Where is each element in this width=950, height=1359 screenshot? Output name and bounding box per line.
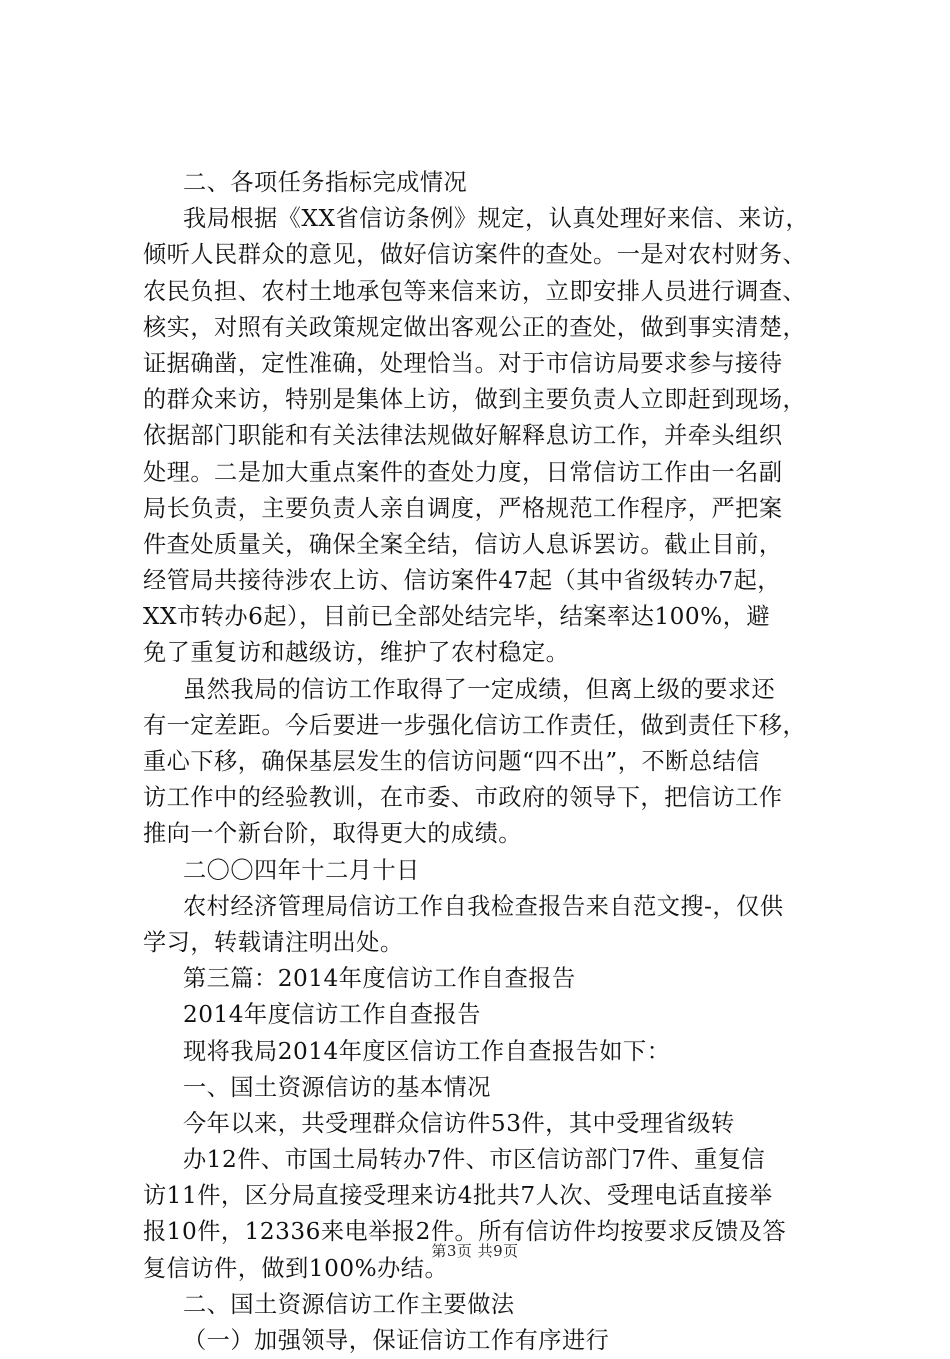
paragraph-line: 农民负担、农村土地承包等来信来访，立即安排人员进行调查、 xyxy=(143,277,807,305)
paragraph-line: 有一定差距。今后要进一步强化信访工作责任，做到责任下移， xyxy=(143,711,807,739)
paragraph-line: 现将我局2014年度区信访工作自查报告如下： xyxy=(183,1037,671,1065)
paragraph-line: 证据确凿，定性准确，处理恰当。对于市信访局要求参与接待 xyxy=(143,349,783,377)
paragraph-line: 我局根据《XX省信访条例》规定，认真处理好来信、来访， xyxy=(183,205,810,233)
paragraph-line: 推向一个新台阶，取得更大的成绩。 xyxy=(143,820,522,848)
paragraph-line: 报10件，12336来电举报2件。所有信访件均按要求反馈及答 xyxy=(143,1218,787,1246)
subsection-heading: （一）加强领导，保证信访工作有序进行 xyxy=(183,1327,610,1354)
paragraph-line: 重心下移，确保基层发生的信访问题“四不出”，不断总结信 xyxy=(143,748,760,775)
paragraph-line: 依据部门职能和有关法律法规做好解释息访工作，并牵头组织 xyxy=(143,422,783,450)
paragraph-line: 农村经济管理局信访工作自我检查报告来自范文搜-，仅供 xyxy=(183,892,784,920)
paragraph-line: 今年以来，共受理群众信访件53件，其中受理省级转 xyxy=(183,1109,735,1137)
paragraph-line: 核实，对照有关政策规定做出客观公正的查处，做到事实清楚， xyxy=(143,313,807,341)
date-line: 二〇〇四年十二月十日 xyxy=(183,856,420,884)
report-title: 2014年度信访工作自查报告 xyxy=(183,1001,481,1029)
paragraph-line: XX市转办6起），目前已全部处结完毕，结案率达100%，避 xyxy=(143,603,771,631)
section-heading: 二、国土资源信访工作主要做法 xyxy=(183,1290,515,1318)
paragraph-line: 复信访件，做到100%办结。 xyxy=(143,1254,449,1282)
section-heading: 一、国土资源信访的基本情况 xyxy=(183,1073,491,1101)
paragraph-line: 处理。二是加大重点案件的查处力度，日常信访工作由一名副 xyxy=(143,458,783,486)
chapter-heading: 第三篇：2014年度信访工作自查报告 xyxy=(183,965,576,993)
paragraph-line: 虽然我局的信访工作取得了一定成绩，但离上级的要求还 xyxy=(183,675,776,703)
paragraph-line: 局长负责，主要负责人亲自调度，严格规范工作程序，严把案 xyxy=(143,494,783,522)
paragraph-line: 访11件，区分局直接受理来访4批共7人次、受理电话直接举 xyxy=(143,1182,773,1210)
section-heading: 二、各项任务指标完成情况 xyxy=(183,169,468,196)
document-body xyxy=(143,165,858,1359)
paragraph-line: 经管局共接待涉农上访、信访案件47起（其中省级转办7起， xyxy=(143,567,781,595)
paragraph-line: 件查处质量关，确保全案全结，信访人息诉罢访。截止目前， xyxy=(143,530,783,558)
paragraph-line: 办12件、市国土局转办7件、市区信访部门7件、重复信 xyxy=(183,1146,766,1174)
paragraph-line: 倾听人民群众的意见，做好信访案件的查处。一是对农村财务、 xyxy=(143,241,807,269)
paragraph-line: 免了重复访和越级访，维护了农村稳定。 xyxy=(143,639,570,667)
paragraph-line: 的群众来访，特别是集体上访，做到主要负责人立即赶到现场， xyxy=(143,386,807,414)
page-number-footer: 第3页 共9页 xyxy=(431,1242,519,1260)
paragraph-line: 学习，转载请注明出处。 xyxy=(143,928,404,956)
paragraph-line: 访工作中的经验教训，在市委、市政府的领导下，把信访工作 xyxy=(143,784,783,812)
